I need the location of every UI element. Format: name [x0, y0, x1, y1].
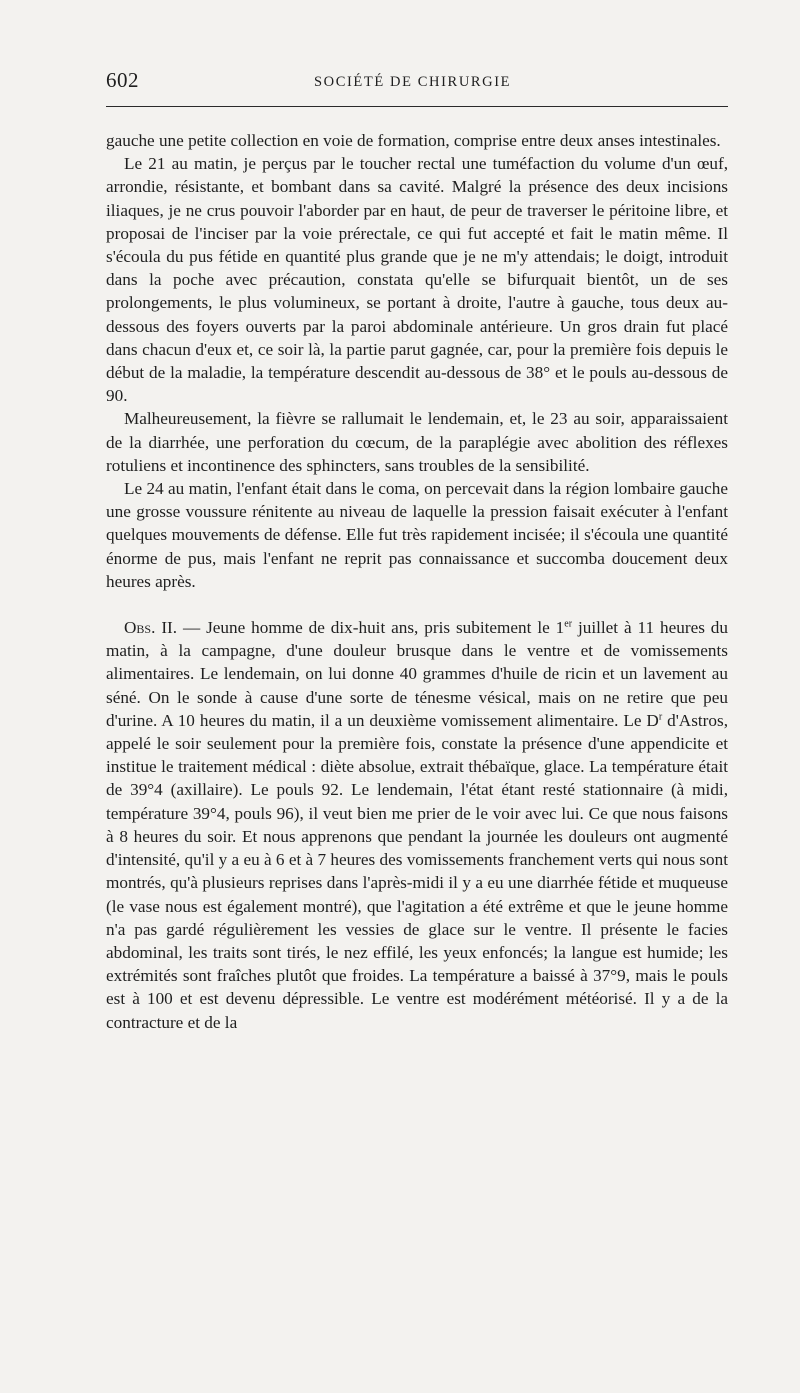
superscript-r: r	[658, 711, 663, 723]
running-head	[106, 68, 728, 98]
journal-title: SOCIÉTÉ DE CHIRURGIE	[314, 74, 512, 90]
header-rule	[106, 106, 728, 107]
observation-2	[106, 616, 728, 1034]
observation-text-2: juillet à 11 heures du matin, à la campagne, d'une douleur brusque dans le ventre et de vomissements alimentaires. Le lendemain, on lui donne 40 grammes d'huile de ricin et un lavement au séné. On le sonde à cause d'une sorte de ténesme vésical, mais on ne retire que peu d'urine. A 10 heures du matin, il a un deuxième vomissement alimentaire. Le D	[106, 618, 728, 730]
observation-label: Obs. II.	[124, 618, 178, 638]
paragraph-day-24: Le 24 au matin, l'enfant était dans le coma, on percevait dans la région lombaire gauche une grosse voussure rénitente au niveau de laquelle la pression faisait exécuter à l'enfant quelques mouvements de défense. Elle fut très rapidement incisée; il s'écoula une quantité énorme de pus, mais l'enfant ne reprit pas connaissance et succomba doucement deux heures après.	[106, 479, 728, 591]
observation-text-1: — Jeune homme de dix-huit ans, pris subitement le 1	[177, 618, 565, 638]
observation-text-3: d'Astros, appelé le soir seulement pour la première fois, constate la présence d'une appendicite et institue le traitement médical : diète absolue, extrait thébaïque, glace. La température était de 39°4 (axillaire). Le pouls 92. Le lendemain, l'état étant resté stationnaire (à midi, température 39°4, pouls 96), il veut bien me prier de le voir avec lui. Ce que nous faisons à 8 heures du soir. Et nous apprenons que pendant la journée les douleurs ont augmenté d'intensité, qu'il y a eu à 6 et à 7 heures des vomissements franchement verts qui nous sont montrés, qu'à plusieurs reprises dans l'après-midi il y a eu une diarrhée fétide et muqueuse (le vase nous est également montré), que l'agitation a été extrême et que le jeune homme n'a pas gardé régulièrement les vessies de glace sur le ventre. Il présente le facies abdominal, les traits sont tirés, le nez effilé, les yeux enfoncés; la langue est humide; les extrémités sont fraîches plutôt que froides. La température a baissé à 37°9, mais le pouls est à 100 et est devenu dépressible. Le ventre est modérément météorisé. Il y a de la contracture et de la	[106, 710, 728, 1032]
paragraph-day-23: Malheureusement, la fièvre se rallumait le lendemain, et, le 23 au soir, apparaissaient de la diarrhée, une perforation du cœcum, de la paraplégie avec abolition des réflexes rotuliens et incontinence des sphincters, sans troubles de la sensibilité.	[106, 409, 728, 475]
paragraph-day-21: Le 21 au matin, je perçus par le toucher rectal une tuméfaction du volume d'un œuf, arrondie, résistante, et bombant dans sa cavité. Malgré la présence des deux incisions iliaques, je ne crus pouvoir l'aborder par en haut, de peur de traverser le péritoine libre, et proposai de l'inciser par la voie prérectale, ce qui fut accepté et fait le matin même. Il s'écoula du pus fétide en quantité plus grande que je ne m'y attendais; le doigt, introduit dans la poche avec précaution, constata qu'elle se bifurquait bientôt, un de ses prolongements, le plus volumineux, se portant à droite, l'autre à gauche, tous deux au-dessous des foyers ouverts par la paroi abdominale antérieure. Un gros drain fut placé dans chacun d'eux et, ce soir là, la partie parut gagnée, car, pour la première fois depuis le début de la maladie, la température descendit au-dessous de 38° et le pouls au-dessous de 90.	[106, 154, 728, 406]
page-number: 602	[106, 68, 139, 92]
body-text	[106, 129, 728, 1034]
paragraph-continuation: gauche une petite collection en voie de formation, comprise entre deux anses intestinales.	[106, 131, 721, 150]
superscript-er: er	[564, 618, 573, 630]
